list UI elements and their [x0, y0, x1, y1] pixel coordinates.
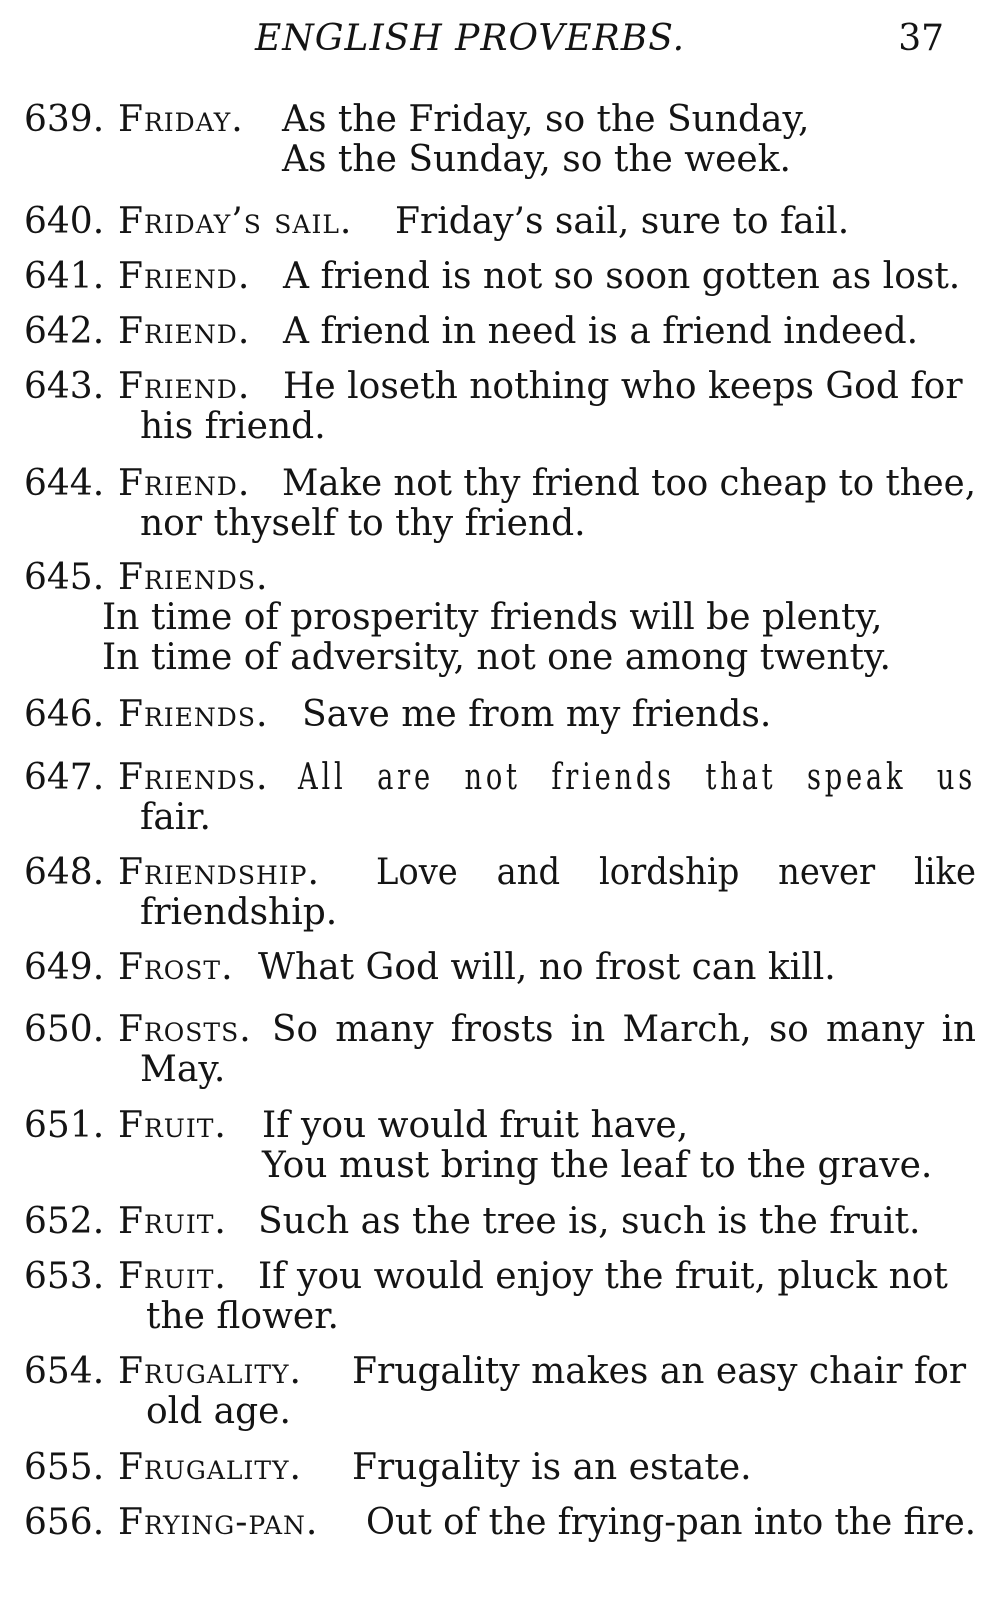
entry-text-line-1: A friend is not so soon gotten as lost. — [283, 256, 961, 297]
entry-number: 649. — [24, 947, 105, 988]
entry-text-line-2: old age. — [146, 1391, 291, 1432]
entry-headword: Friday’s sail. — [118, 201, 353, 242]
entry-text-line-1: Friday’s sail, sure to fail. — [395, 201, 850, 242]
running-title: ENGLISH PROVERBS. — [255, 18, 686, 59]
entry-text-line-2: You must bring the leaf to the grave. — [262, 1145, 933, 1186]
entry-number: 651. — [24, 1105, 105, 1146]
entry-text-line-1: All are not friends that speak us — [298, 757, 976, 798]
entry-text-line-1: What God will, no frost can kill. — [258, 947, 836, 988]
entry-text-line-1: He loseth nothing who keeps God for — [283, 366, 963, 407]
entry-number: 648. — [24, 852, 105, 893]
entry-text-line-1: So many frosts in March, so many in — [272, 1009, 977, 1050]
entry-text-line-2: In time of adversity, not one among twenty. — [102, 637, 891, 678]
entry-number: 646. — [24, 694, 105, 735]
entry-headword: Frugality. — [118, 1447, 302, 1488]
entry-number: 640. — [24, 201, 105, 242]
entry-number: 656. — [24, 1502, 105, 1543]
entry-number: 642. — [24, 311, 105, 352]
entry-text-line-1: Save me from my friends. — [302, 694, 772, 735]
entry-headword: Fruit. — [118, 1201, 227, 1242]
entry-number: 639. — [24, 99, 105, 140]
entry-text-line-2: the flower. — [146, 1296, 339, 1337]
entry-text-line-1: Make not thy friend too cheap to thee, — [282, 463, 976, 504]
entry-headword: Friend. — [118, 366, 251, 407]
entry-text-line-2: May. — [140, 1049, 226, 1090]
entry-text-line-1: If you would fruit have, — [262, 1105, 689, 1146]
entry-text-line-2: friendship. — [140, 892, 338, 933]
entry-text-line-1: A friend in need is a friend indeed. — [283, 311, 919, 352]
entry-text-line-2: As the Sunday, so the week. — [282, 139, 791, 180]
entry-text-line-1: If you would enjoy the fruit, pluck not — [258, 1256, 948, 1297]
entry-number: 645. — [24, 557, 105, 598]
entry-text-line-1: Love and lordship never like — [376, 852, 976, 893]
entry-headword: Fruit. — [118, 1105, 227, 1146]
entry-number: 653. — [24, 1256, 105, 1297]
entry-headword: Friends. — [118, 557, 269, 598]
entry-headword: Frosts. — [118, 1009, 252, 1050]
entry-headword: Fruit. — [118, 1256, 227, 1297]
entry-number: 655. — [24, 1447, 105, 1488]
entry-number: 641. — [24, 256, 105, 297]
entry-headword: Friendship. — [118, 852, 320, 893]
entry-text-line-1: Frugality makes an easy chair for — [352, 1351, 967, 1392]
entry-text-line-2: fair. — [140, 797, 211, 838]
entry-number: 643. — [24, 366, 105, 407]
entry-headword: Friend. — [118, 463, 251, 504]
entry-headword: Frost. — [118, 947, 234, 988]
entry-number: 652. — [24, 1201, 105, 1242]
entry-text-line-1: Out of the frying-pan into the fire. — [366, 1502, 977, 1543]
entry-number: 647. — [24, 757, 105, 798]
entry-headword: Friend. — [118, 311, 251, 352]
entry-text-line-1: As the Friday, so the Sunday, — [282, 99, 810, 140]
entry-text-line-2: nor thyself to thy friend. — [140, 503, 586, 544]
entry-headword: Friend. — [118, 256, 251, 297]
entry-headword: Friends. — [118, 757, 269, 798]
entry-text-line-1: Frugality is an estate. — [352, 1447, 752, 1488]
entry-headword: Frying-pan. — [118, 1502, 319, 1543]
entry-text-line-2: his friend. — [140, 406, 326, 447]
entry-text-line-1: In time of prosperity friends will be plenty, — [102, 597, 883, 638]
entry-headword: Frugality. — [118, 1351, 302, 1392]
entry-number: 644. — [24, 463, 105, 504]
entry-headword: Friends. — [118, 694, 269, 735]
entry-number: 650. — [24, 1009, 105, 1050]
page-number: 37 — [898, 18, 944, 59]
entry-headword: Friday. — [118, 99, 244, 140]
entry-number: 654. — [24, 1351, 105, 1392]
page-header — [0, 18, 1000, 68]
entry-text-line-1: Such as the tree is, such is the fruit. — [258, 1201, 921, 1242]
